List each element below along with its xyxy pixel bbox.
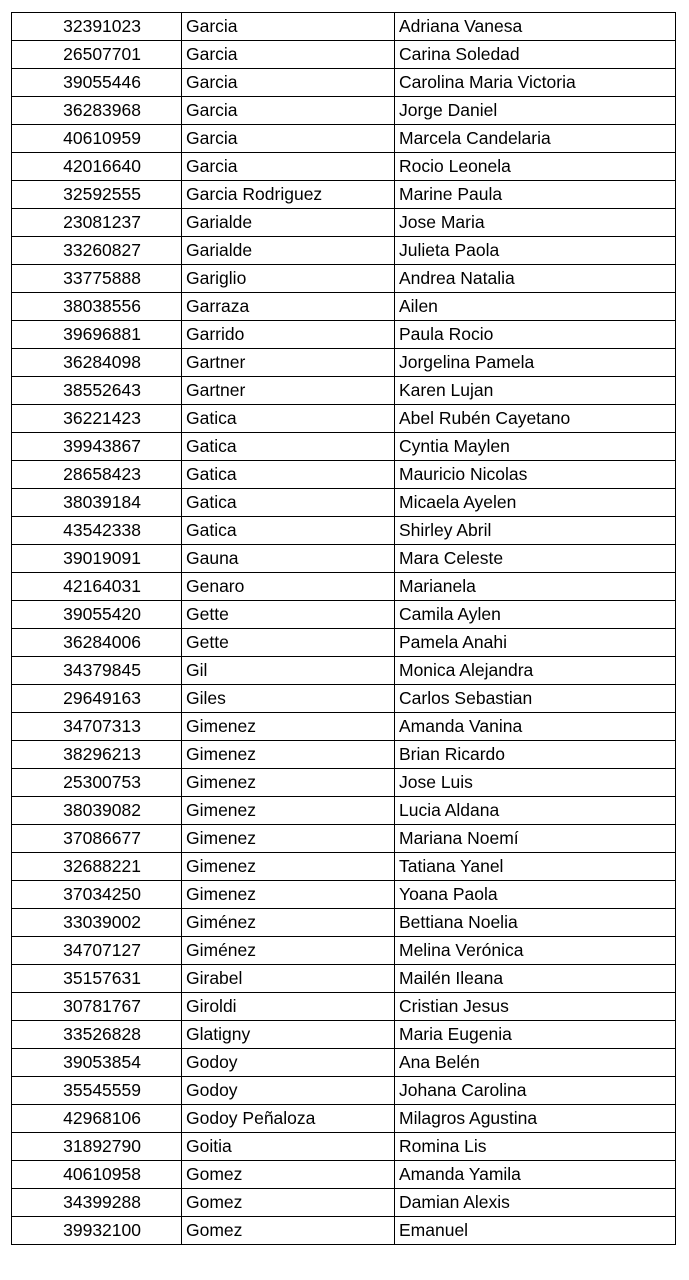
table-row — [12, 1105, 676, 1133]
first-name-cell: Maria Eugenia — [395, 1021, 676, 1049]
first-name-cell: Carlos Sebastian — [395, 685, 676, 713]
table-row — [12, 1049, 676, 1077]
table-row — [12, 489, 676, 517]
first-name-cell: Jorgelina Pamela — [395, 349, 676, 377]
id-cell: 26507701 — [12, 41, 182, 69]
first-name-cell: Milagros Agustina — [395, 1105, 676, 1133]
id-cell: 36284098 — [12, 349, 182, 377]
id-cell: 40610958 — [12, 1161, 182, 1189]
first-name-cell: Cristian Jesus — [395, 993, 676, 1021]
table-row — [12, 237, 676, 265]
first-name-cell: Tatiana Yanel — [395, 853, 676, 881]
id-cell: 29649163 — [12, 685, 182, 713]
table-row — [12, 181, 676, 209]
last-name-cell: Garcia — [182, 97, 395, 125]
table-row — [12, 377, 676, 405]
table-row — [12, 517, 676, 545]
first-name-cell: Julieta Paola — [395, 237, 676, 265]
last-name-cell: Garcia — [182, 125, 395, 153]
table-row — [12, 601, 676, 629]
id-cell: 32688221 — [12, 853, 182, 881]
last-name-cell: Gimenez — [182, 797, 395, 825]
last-name-cell: Gimenez — [182, 853, 395, 881]
id-cell: 35157631 — [12, 965, 182, 993]
last-name-cell: Girabel — [182, 965, 395, 993]
first-name-cell: Ana Belén — [395, 1049, 676, 1077]
table-row — [12, 573, 676, 601]
first-name-cell: Melina Verónica — [395, 937, 676, 965]
id-cell: 42016640 — [12, 153, 182, 181]
table-row — [12, 1161, 676, 1189]
id-cell: 30781767 — [12, 993, 182, 1021]
table-row — [12, 937, 676, 965]
last-name-cell: Giménez — [182, 909, 395, 937]
table-row — [12, 293, 676, 321]
table-row — [12, 909, 676, 937]
first-name-cell: Emanuel — [395, 1217, 676, 1245]
table-row — [12, 769, 676, 797]
first-name-cell: Marianela — [395, 573, 676, 601]
table-row — [12, 965, 676, 993]
table-row — [12, 125, 676, 153]
first-name-cell: Damian Alexis — [395, 1189, 676, 1217]
last-name-cell: Gatica — [182, 461, 395, 489]
table-row — [12, 349, 676, 377]
last-name-cell: Garcia Rodriguez — [182, 181, 395, 209]
first-name-cell: Jose Luis — [395, 769, 676, 797]
id-cell: 38552643 — [12, 377, 182, 405]
last-name-cell: Gomez — [182, 1161, 395, 1189]
first-name-cell: Carina Soledad — [395, 41, 676, 69]
id-cell: 36283968 — [12, 97, 182, 125]
first-name-cell: Andrea Natalia — [395, 265, 676, 293]
first-name-cell: Marine Paula — [395, 181, 676, 209]
last-name-cell: Garcia — [182, 41, 395, 69]
table-row — [12, 797, 676, 825]
first-name-cell: Abel Rubén Cayetano — [395, 405, 676, 433]
first-name-cell: Mariana Noemí — [395, 825, 676, 853]
table-row — [12, 713, 676, 741]
id-cell: 39019091 — [12, 545, 182, 573]
id-cell: 32592555 — [12, 181, 182, 209]
first-name-cell: Shirley Abril — [395, 517, 676, 545]
table-row — [12, 993, 676, 1021]
last-name-cell: Gatica — [182, 517, 395, 545]
first-name-cell: Adriana Vanesa — [395, 13, 676, 41]
last-name-cell: Garcia — [182, 13, 395, 41]
last-name-cell: Gatica — [182, 489, 395, 517]
table-row — [12, 433, 676, 461]
first-name-cell: Rocio Leonela — [395, 153, 676, 181]
id-cell: 25300753 — [12, 769, 182, 797]
last-name-cell: Garialde — [182, 209, 395, 237]
last-name-cell: Gil — [182, 657, 395, 685]
last-name-cell: Gimenez — [182, 741, 395, 769]
table-row — [12, 209, 676, 237]
last-name-cell: Gimenez — [182, 825, 395, 853]
last-name-cell: Genaro — [182, 573, 395, 601]
table-row — [12, 545, 676, 573]
table-row — [12, 13, 676, 41]
last-name-cell: Gette — [182, 629, 395, 657]
id-cell: 39053854 — [12, 1049, 182, 1077]
spreadsheet-page — [11, 12, 675, 1245]
id-cell: 35545559 — [12, 1077, 182, 1105]
last-name-cell: Garcia — [182, 153, 395, 181]
first-name-cell: Karen Lujan — [395, 377, 676, 405]
last-name-cell: Gatica — [182, 433, 395, 461]
table-row — [12, 461, 676, 489]
first-name-cell: Bettiana Noelia — [395, 909, 676, 937]
id-cell: 42164031 — [12, 573, 182, 601]
last-name-cell: Gomez — [182, 1217, 395, 1245]
id-cell: 39943867 — [12, 433, 182, 461]
id-cell: 37034250 — [12, 881, 182, 909]
first-name-cell: Camila Aylen — [395, 601, 676, 629]
last-name-cell: Giroldi — [182, 993, 395, 1021]
first-name-cell: Carolina Maria Victoria — [395, 69, 676, 97]
last-name-cell: Giménez — [182, 937, 395, 965]
first-name-cell: Jose Maria — [395, 209, 676, 237]
last-name-cell: Gimenez — [182, 881, 395, 909]
first-name-cell: Johana Carolina — [395, 1077, 676, 1105]
table-row — [12, 853, 676, 881]
id-cell: 42968106 — [12, 1105, 182, 1133]
first-name-cell: Marcela Candelaria — [395, 125, 676, 153]
id-cell: 34379845 — [12, 657, 182, 685]
id-cell: 39055446 — [12, 69, 182, 97]
table-row — [12, 1217, 676, 1245]
last-name-cell: Garcia — [182, 69, 395, 97]
table-row — [12, 629, 676, 657]
id-cell: 34399288 — [12, 1189, 182, 1217]
first-name-cell: Paula Rocio — [395, 321, 676, 349]
first-name-cell: Mailén Ileana — [395, 965, 676, 993]
table-row — [12, 97, 676, 125]
table-row — [12, 657, 676, 685]
id-cell: 34707127 — [12, 937, 182, 965]
first-name-cell: Amanda Yamila — [395, 1161, 676, 1189]
last-name-cell: Godoy — [182, 1077, 395, 1105]
last-name-cell: Godoy — [182, 1049, 395, 1077]
first-name-cell: Mauricio Nicolas — [395, 461, 676, 489]
last-name-cell: Goitia — [182, 1133, 395, 1161]
first-name-cell: Ailen — [395, 293, 676, 321]
id-cell: 43542338 — [12, 517, 182, 545]
first-name-cell: Yoana Paola — [395, 881, 676, 909]
last-name-cell: Gatica — [182, 405, 395, 433]
first-name-cell: Cyntia Maylen — [395, 433, 676, 461]
id-cell: 28658423 — [12, 461, 182, 489]
last-name-cell: Gartner — [182, 377, 395, 405]
table-row — [12, 1021, 676, 1049]
id-cell: 33039002 — [12, 909, 182, 937]
id-cell: 39932100 — [12, 1217, 182, 1245]
id-cell: 33260827 — [12, 237, 182, 265]
last-name-cell: Gimenez — [182, 713, 395, 741]
table-body — [12, 13, 676, 1245]
table-row — [12, 881, 676, 909]
table-row — [12, 1133, 676, 1161]
first-name-cell: Monica Alejandra — [395, 657, 676, 685]
id-cell: 39055420 — [12, 601, 182, 629]
table-row — [12, 825, 676, 853]
first-name-cell: Amanda Vanina — [395, 713, 676, 741]
id-cell: 36221423 — [12, 405, 182, 433]
first-name-cell: Mara Celeste — [395, 545, 676, 573]
last-name-cell: Gomez — [182, 1189, 395, 1217]
id-cell: 32391023 — [12, 13, 182, 41]
id-cell: 23081237 — [12, 209, 182, 237]
id-cell: 33526828 — [12, 1021, 182, 1049]
last-name-cell: Gauna — [182, 545, 395, 573]
last-name-cell: Glatigny — [182, 1021, 395, 1049]
id-cell: 38039184 — [12, 489, 182, 517]
table-row — [12, 1077, 676, 1105]
id-cell: 39696881 — [12, 321, 182, 349]
table-row — [12, 41, 676, 69]
id-cell: 40610959 — [12, 125, 182, 153]
first-name-cell: Romina Lis — [395, 1133, 676, 1161]
id-cell: 38039082 — [12, 797, 182, 825]
id-cell: 36284006 — [12, 629, 182, 657]
table-row — [12, 1189, 676, 1217]
table-row — [12, 265, 676, 293]
names-table — [11, 12, 676, 1245]
first-name-cell: Jorge Daniel — [395, 97, 676, 125]
last-name-cell: Godoy Peñaloza — [182, 1105, 395, 1133]
table-row — [12, 741, 676, 769]
table-row — [12, 153, 676, 181]
id-cell: 33775888 — [12, 265, 182, 293]
table-row — [12, 321, 676, 349]
first-name-cell: Brian Ricardo — [395, 741, 676, 769]
last-name-cell: Gartner — [182, 349, 395, 377]
id-cell: 38296213 — [12, 741, 182, 769]
first-name-cell: Micaela Ayelen — [395, 489, 676, 517]
table-row — [12, 69, 676, 97]
last-name-cell: Gariglio — [182, 265, 395, 293]
last-name-cell: Gette — [182, 601, 395, 629]
last-name-cell: Gimenez — [182, 769, 395, 797]
id-cell: 31892790 — [12, 1133, 182, 1161]
first-name-cell: Lucia Aldana — [395, 797, 676, 825]
id-cell: 37086677 — [12, 825, 182, 853]
last-name-cell: Garraza — [182, 293, 395, 321]
table-row — [12, 405, 676, 433]
last-name-cell: Garrido — [182, 321, 395, 349]
id-cell: 38038556 — [12, 293, 182, 321]
id-cell: 34707313 — [12, 713, 182, 741]
table-row — [12, 685, 676, 713]
first-name-cell: Pamela Anahi — [395, 629, 676, 657]
last-name-cell: Giles — [182, 685, 395, 713]
last-name-cell: Garialde — [182, 237, 395, 265]
